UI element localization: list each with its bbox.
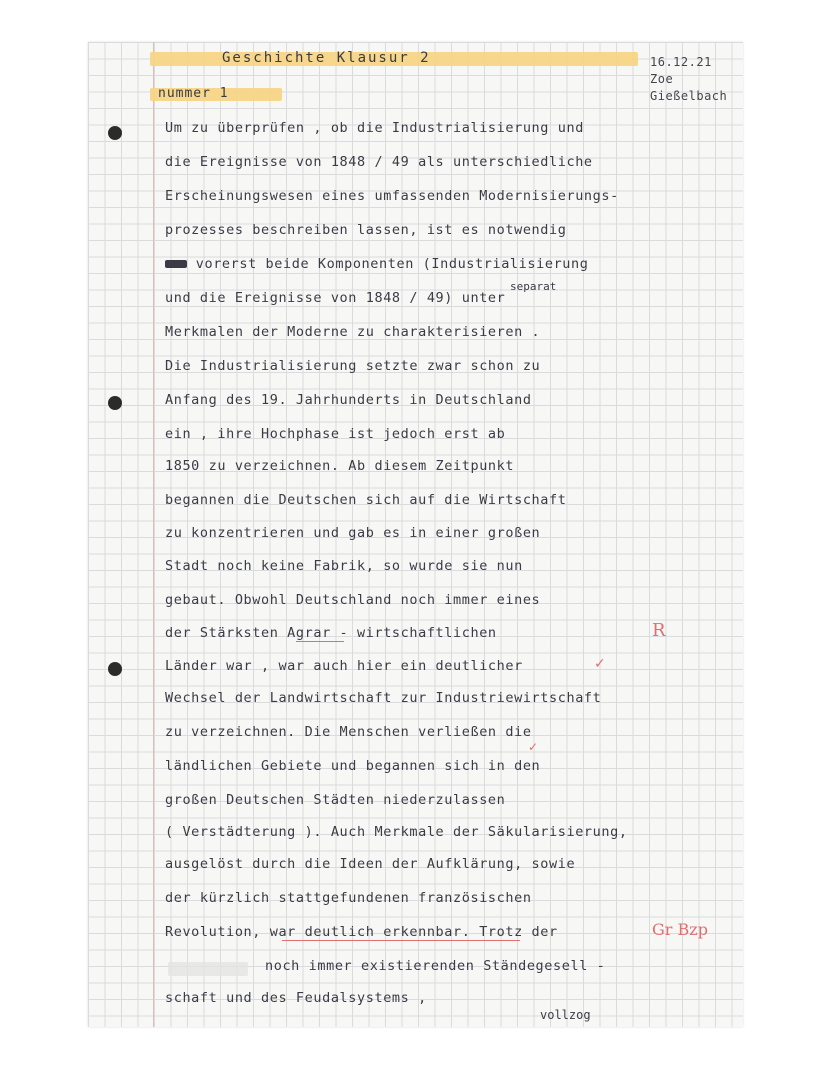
text-segment: vorerst beide Komponenten (Industrialisierung (195, 256, 589, 272)
text-line: gebaut. Obwohl Deutschland noch immer eines (165, 592, 541, 608)
text-line: ( Verstädterung ). Auch Merkmale der Säkularisierung, (165, 824, 628, 840)
text-line: ausgelöst durch die Ideen der Aufklärung, sowie (165, 856, 576, 872)
punch-hole-icon (108, 126, 122, 140)
scribble-icon (165, 260, 187, 268)
annotation-vollzog: vollzog (540, 1008, 591, 1022)
text-line: Um zu überprüfen , ob die Industrialisierung und (165, 120, 584, 136)
text-line: noch immer existierenden Ständegesell - (265, 958, 606, 974)
margin-mark-gr: Gr Bzp (652, 920, 708, 939)
text-line (165, 256, 588, 272)
text-line: Stadt noch keine Fabrik, so wurde sie nun (165, 558, 523, 574)
erased-word (168, 962, 248, 976)
text-line: begannen die Deutschen sich auf die Wirtschaft (165, 492, 567, 508)
text-line: die Ereignisse von 1848 / 49 als unterschiedliche (165, 154, 593, 170)
text-line: Die Industrialisierung setzte zwar schon zu (165, 358, 541, 374)
correction-underline (296, 641, 344, 642)
page-title: Geschichte Klausur 2 (222, 50, 431, 66)
correction-underline (282, 940, 520, 941)
check-icon: ✓ (528, 740, 539, 754)
text-line: Revolution, war deutlich erkennbar. Trotz der (165, 924, 558, 940)
text-line: ein , ihre Hochphase ist jedoch erst ab (165, 426, 506, 442)
text-line: 1850 zu verzeichnen. Ab diesem Zeitpunkt (165, 458, 515, 474)
punch-hole-icon (108, 396, 122, 410)
text-line: Wechsel der Landwirtschaft zur Industriewirtschaft (165, 690, 602, 706)
text-line: ländlichen Gebiete und begannen sich in den (165, 758, 541, 774)
student-first-name: Zoe (650, 72, 674, 86)
text-line: Merkmalen der Moderne zu charakterisieren . (165, 324, 541, 340)
text-line: und die Ereignisse von 1848 / 49) unter (165, 290, 506, 306)
margin-line (153, 42, 154, 1027)
check-icon: ✓ (594, 656, 606, 672)
text-line: großen Deutschen Städten niederzulassen (165, 792, 506, 808)
text-line: zu verzeichnen. Die Menschen verließen die (165, 724, 532, 740)
text-line: zu konzentrieren und gab es in einer großen (165, 525, 541, 541)
date: 16.12.21 (650, 55, 712, 69)
annotation-separat: separat (510, 280, 557, 293)
date-name-block (650, 54, 727, 105)
text-line: der kürzlich stattgefundenen französischen (165, 890, 532, 906)
text-line: Erscheinungswesen eines umfassenden Modernisierungs- (165, 188, 619, 204)
margin-mark-r: R (652, 620, 666, 641)
task-number: nummer 1 (158, 86, 229, 101)
text-line: schaft und des Feudalsystems , (165, 990, 427, 1006)
text-line: Länder war , war auch hier ein deutlicher (165, 658, 523, 674)
punch-hole-icon (108, 662, 122, 676)
text-line: Anfang des 19. Jahrhunderts in Deutschland (165, 392, 532, 408)
text-line: der Stärksten Agrar - wirtschaftlichen (165, 625, 497, 641)
text-line: prozesses beschreiben lassen, ist es notwendig (165, 222, 567, 238)
student-last-name: Gießelbach (650, 89, 728, 103)
